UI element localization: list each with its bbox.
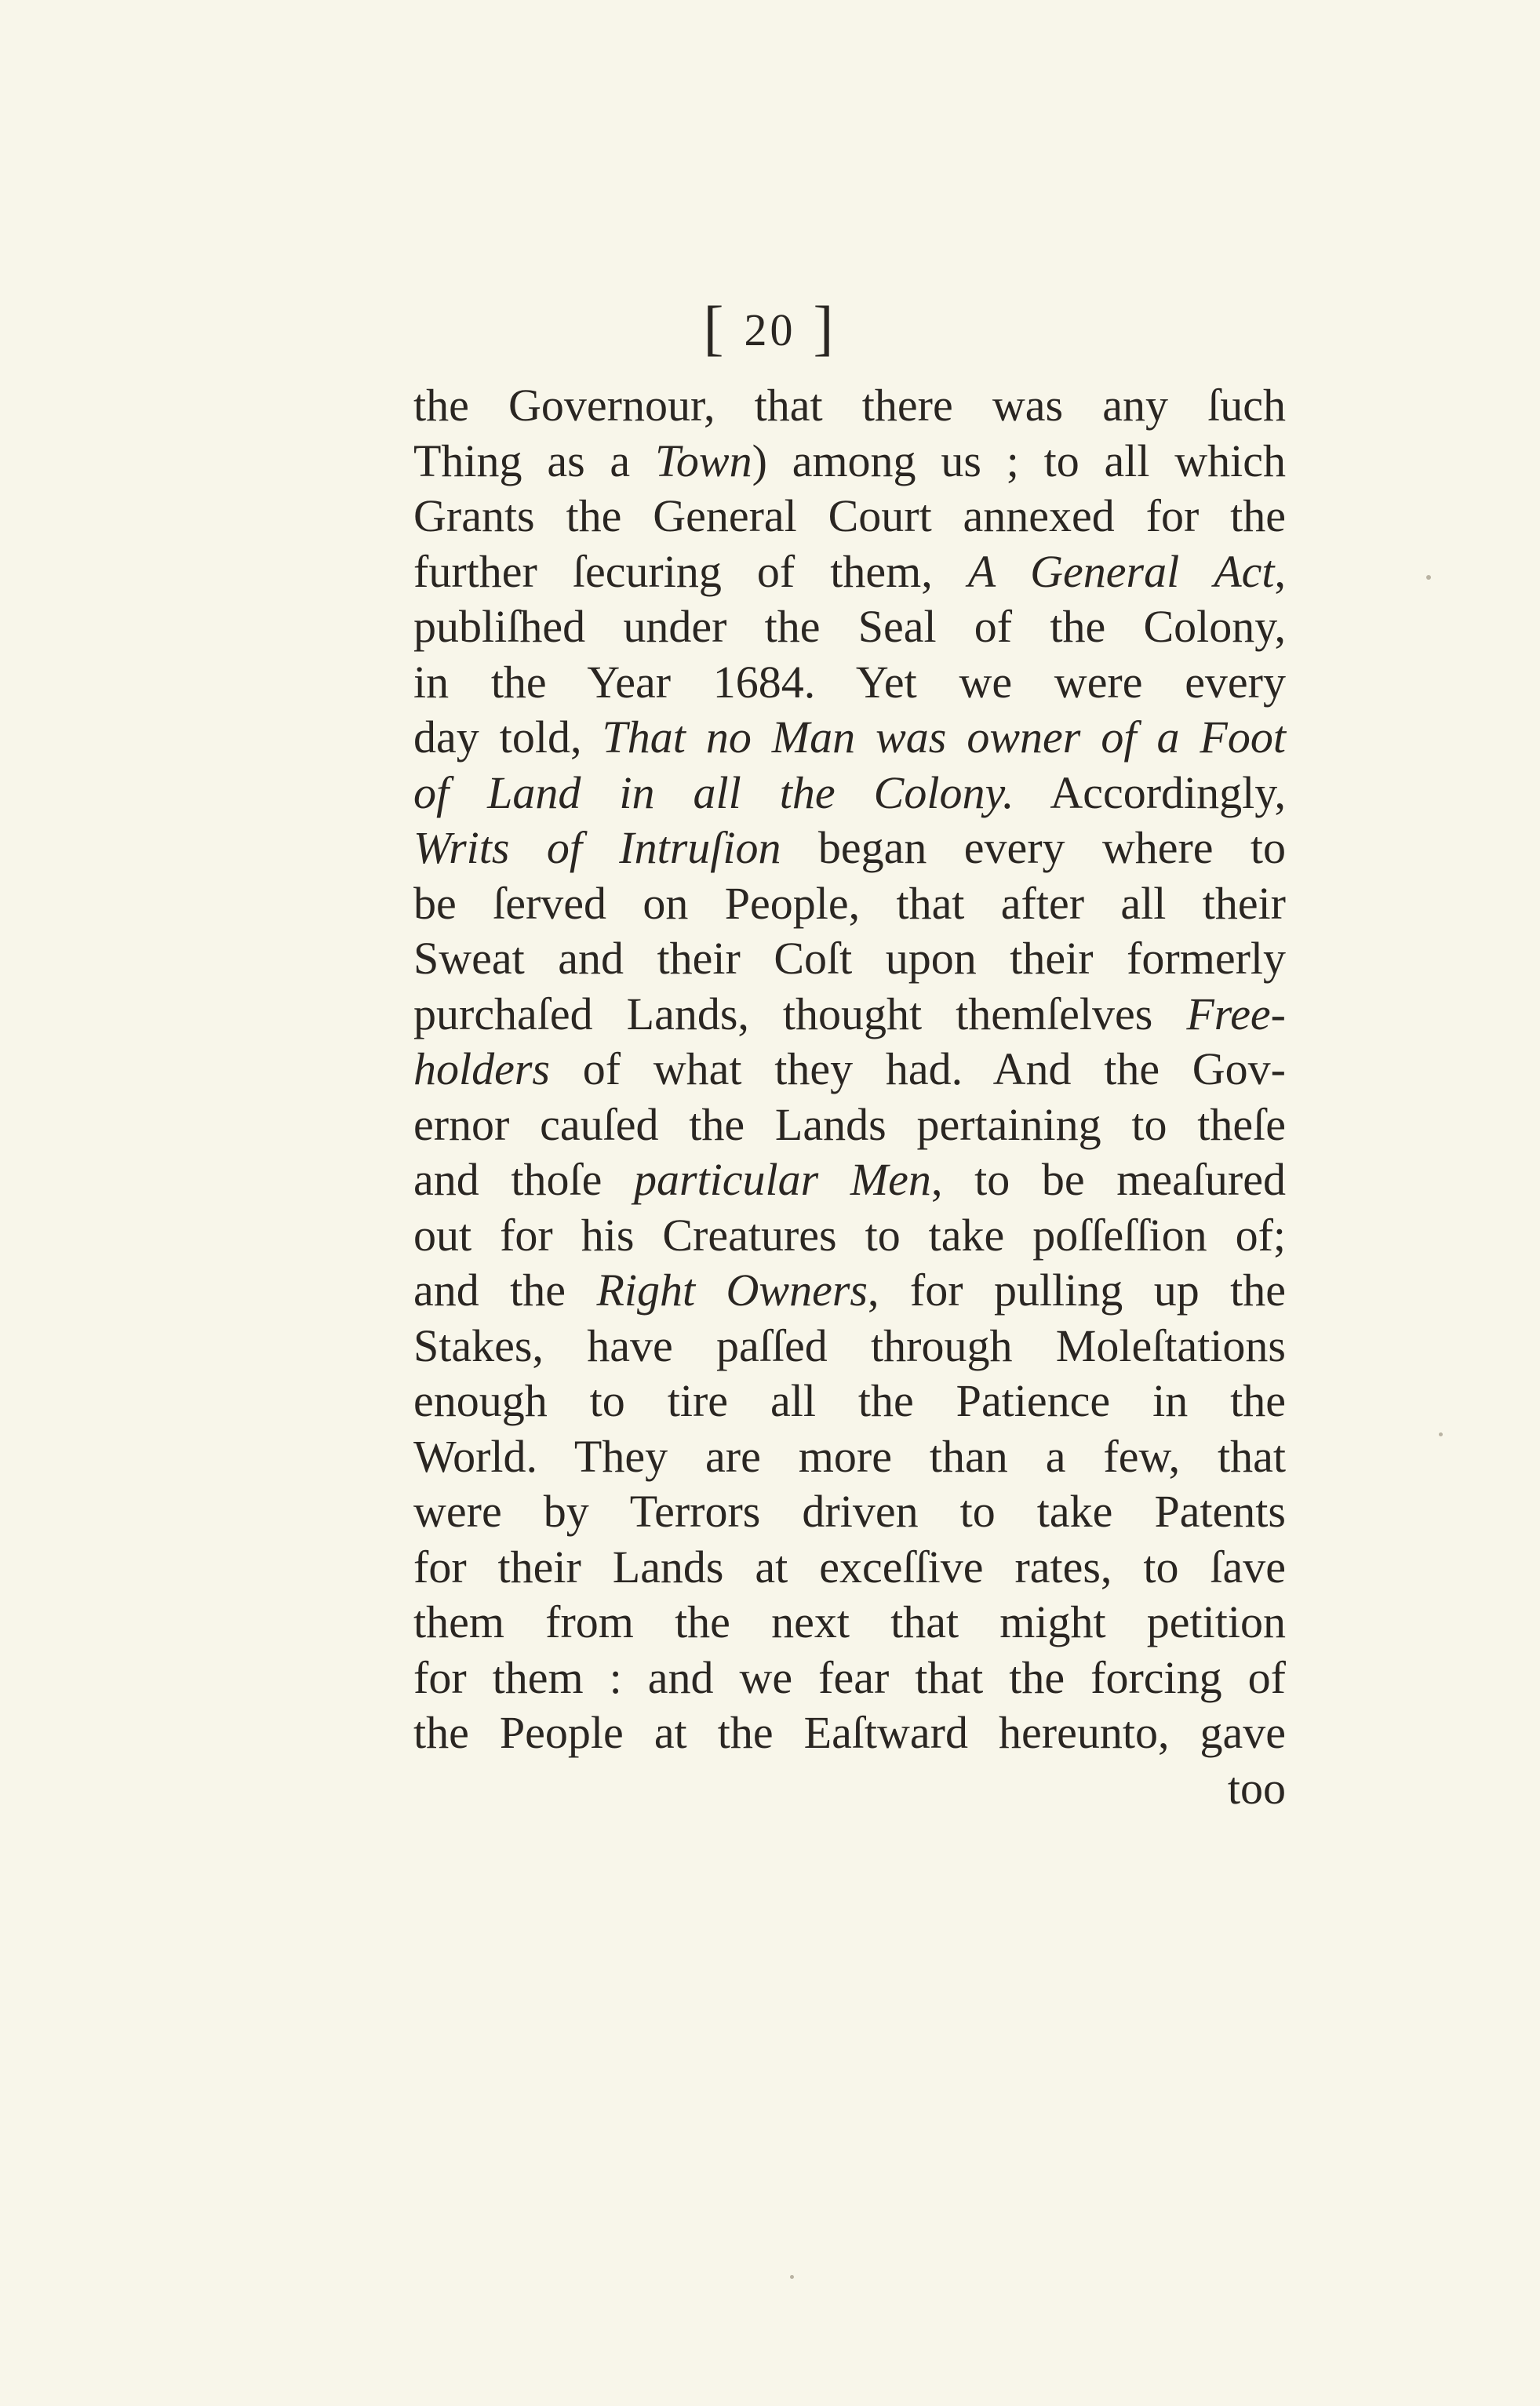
text-segment: purchaſed Lands, thought themſelves	[413, 988, 1187, 1039]
text-line	[413, 766, 1286, 821]
italic-segment: of Land in all the Colony.	[413, 766, 1014, 818]
italic-segment: particular Men	[634, 1154, 931, 1205]
text-segment: ) among us ; to all which	[752, 435, 1286, 486]
text-segment: of what they had. And the Gov-	[550, 1043, 1286, 1094]
text-segment: Sweat and their Coſt upon their formerly	[413, 933, 1286, 984]
text-line	[413, 1319, 1286, 1374]
paper-speck	[790, 2275, 794, 2279]
text-segment: Grants the General Court annexed for the	[413, 490, 1286, 541]
text-segment: ,	[1274, 545, 1286, 597]
text-line	[413, 1208, 1286, 1264]
close-bracket: ]	[813, 293, 837, 362]
text-line	[413, 1097, 1286, 1153]
text-segment: for them : and we fear that the forcing of	[413, 1651, 1286, 1703]
catchword: too	[1227, 1762, 1286, 1814]
text-line	[413, 378, 1286, 434]
italic-segment: Free-	[1186, 988, 1286, 1039]
text-segment: further ſecuring of them,	[413, 545, 968, 597]
italic-segment: holders	[413, 1043, 550, 1094]
text-segment: the Governour, that there was any ſuch	[413, 380, 1286, 431]
text-segment: the People at the Eaſtward hereunto, gave	[413, 1707, 1286, 1758]
text-line	[413, 1263, 1286, 1319]
text-line	[413, 821, 1286, 876]
italic-segment: Town	[654, 435, 752, 486]
text-line	[413, 1705, 1286, 1761]
text-segment: were by Terrors driven to take Patents	[413, 1486, 1286, 1537]
text-line	[413, 1651, 1286, 1706]
text-line	[413, 1540, 1286, 1596]
text-line	[413, 434, 1286, 490]
text-segment: , for pulling up the	[867, 1265, 1286, 1316]
italic-segment: A General Act	[967, 545, 1275, 597]
text-line	[413, 987, 1286, 1043]
text-segment: be ſerved on People, that after all their	[413, 877, 1286, 929]
page-number: 20	[744, 304, 796, 355]
text-line	[413, 1374, 1286, 1429]
text-line	[413, 931, 1286, 987]
text-segment: and thoſe	[413, 1154, 634, 1205]
paper-speck	[1426, 575, 1431, 580]
text-segment: , to be meaſured	[930, 1154, 1286, 1205]
body-text	[413, 378, 1286, 1816]
text-line	[413, 1484, 1286, 1540]
paper-speck	[1439, 1432, 1443, 1436]
text-line	[413, 876, 1286, 932]
text-segment: them from the next that might petition	[413, 1596, 1286, 1647]
text-segment: day told,	[413, 712, 603, 763]
text-line	[413, 544, 1286, 600]
text-line	[413, 710, 1286, 766]
text-line	[413, 655, 1286, 711]
text-line	[413, 489, 1286, 544]
text-segment: and the	[413, 1265, 597, 1316]
italic-segment: Right Owners	[596, 1265, 868, 1316]
text-segment: out for his Creatures to take poſſeſſion of;	[413, 1209, 1286, 1261]
text-line	[413, 1042, 1286, 1097]
italic-segment: That no Man was owner of a Foot	[602, 712, 1286, 763]
text-segment: Accordingly,	[1014, 766, 1287, 818]
text-segment: publiſhed under the Seal of the Colony,	[413, 601, 1286, 652]
text-segment: began every where to	[781, 822, 1287, 873]
text-segment: in the Year 1684. Yet we were every	[413, 656, 1286, 708]
open-bracket: [	[703, 293, 727, 362]
text-line	[413, 1152, 1286, 1208]
text-segment: Thing as a	[413, 435, 655, 486]
page-header	[0, 293, 1540, 362]
text-segment: enough to tire all the Patience in the	[413, 1375, 1286, 1426]
text-segment: World. They are more than a few, that	[413, 1430, 1286, 1482]
text-line	[413, 1429, 1286, 1485]
text-line	[413, 1595, 1286, 1651]
text-line	[413, 599, 1286, 655]
text-segment: for their Lands at exceſſive rates, to ſave	[413, 1541, 1286, 1592]
text-segment: Stakes, have paſſed through Moleſtations	[413, 1319, 1286, 1371]
italic-segment: Writs of Intruſion	[413, 822, 781, 873]
text-segment: ernor cauſed the Lands pertaining to theſe	[413, 1098, 1286, 1150]
